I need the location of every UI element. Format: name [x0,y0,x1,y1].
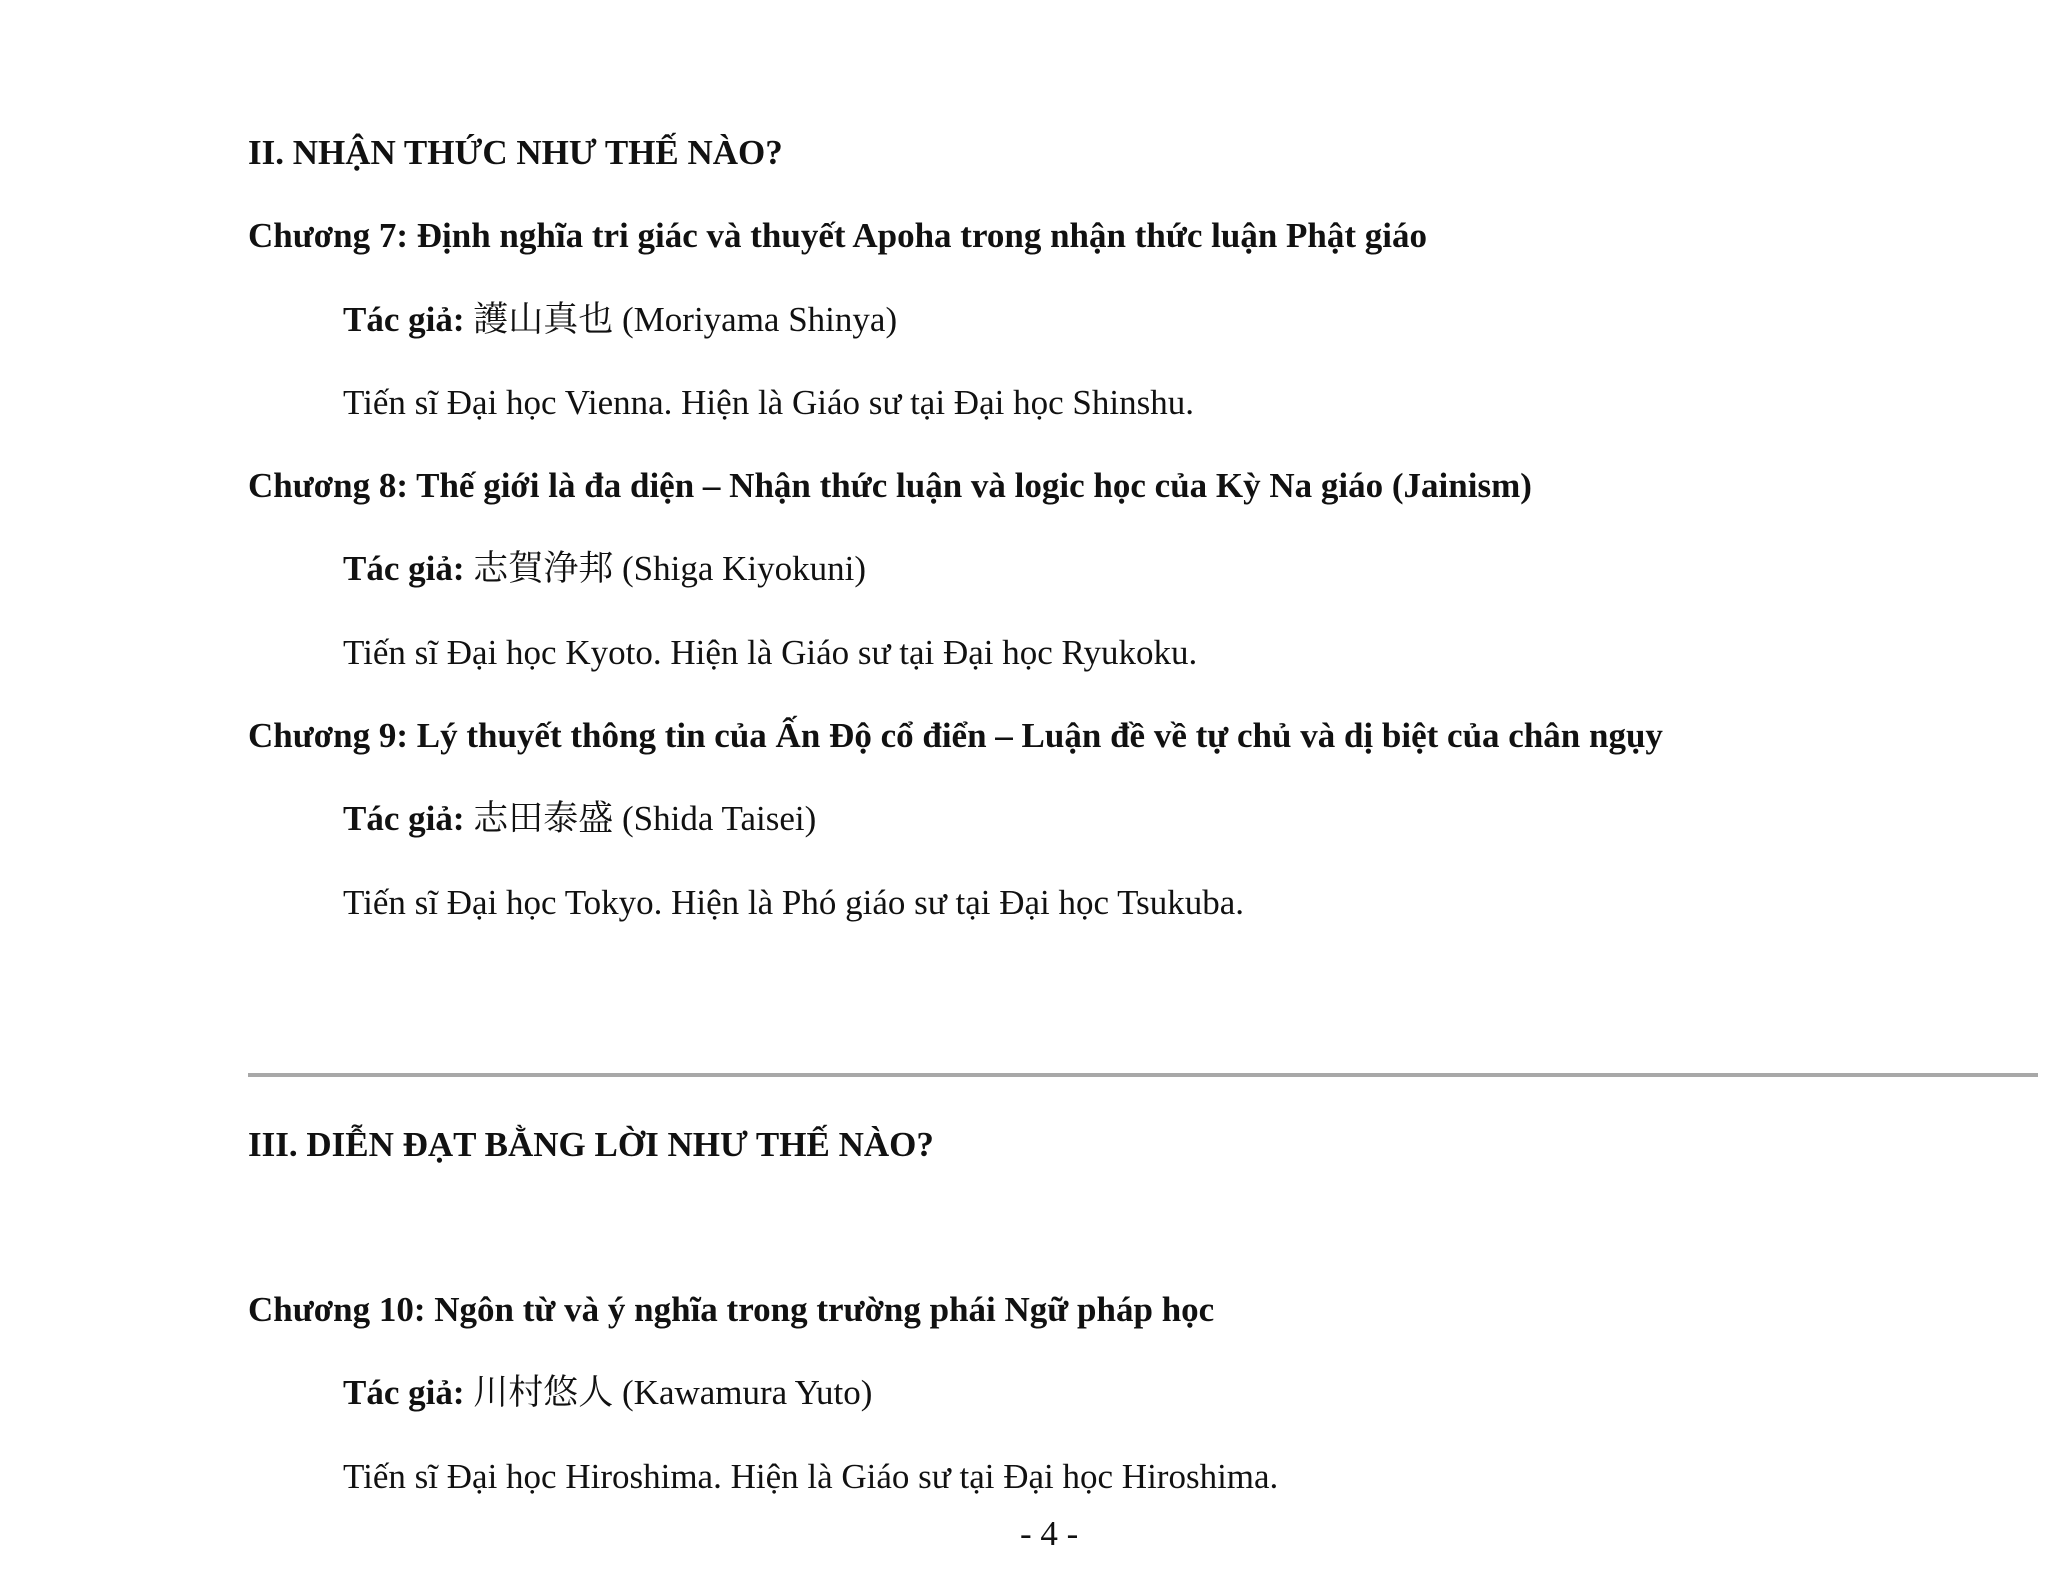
author-name: 志田泰盛 (Shida Taisei) [464,799,817,838]
author-name: 川村悠人 (Kawamura Yuto) [464,1373,873,1412]
chapter-8-author [343,551,866,586]
chapter-9-author-bio: Tiến sĩ Đại học Tokyo. Hiện là Phó giáo sư tại Đại học Tsukuba. [343,883,1244,922]
section-title-iii: III. DIỄN ĐẠT BẰNG LỜI NHƯ THẾ NÀO? [248,1125,934,1164]
chapter-7-author [343,302,897,337]
chapter-9-title: Chương 9: Lý thuyết thông tin của Ấn Độ cổ điển – Luận đề về tự chủ và dị biệt của chân ngụy [248,716,1663,755]
author-label: Tác giả: [343,549,465,588]
chapter-10-author [343,1375,872,1410]
chapter-8-author-bio: Tiến sĩ Đại học Kyoto. Hiện là Giáo sư tại Đại học Ryukoku. [343,633,1198,672]
author-label: Tác giả: [343,1373,465,1412]
chapter-7-author-bio: Tiến sĩ Đại học Vienna. Hiện là Giáo sư tại Đại học Shinshu. [343,383,1194,422]
page-number: - 4 - [1020,1514,1079,1553]
chapter-10-author-bio: Tiến sĩ Đại học Hiroshima. Hiện là Giáo sư tại Đại học Hiroshima. [343,1457,1279,1496]
chapter-9-author [343,801,816,836]
author-label: Tác giả: [343,300,465,339]
section-divider [248,1073,2038,1077]
author-name: 志賀浄邦 (Shiga Kiyokuni) [464,549,867,588]
author-label: Tác giả: [343,799,465,838]
author-name: 護山真也 (Moriyama Shinya) [464,300,898,339]
chapter-7-title: Chương 7: Định nghĩa tri giác và thuyết Apoha trong nhận thức luận Phật giáo [248,216,1428,255]
section-title-ii: II. NHẬN THỨC NHƯ THẾ NÀO? [248,133,783,172]
chapter-10-title: Chương 10: Ngôn từ và ý nghĩa trong trường phái Ngữ pháp học [248,1290,1215,1329]
chapter-8-title: Chương 8: Thế giới là đa diện – Nhận thức luận và logic học của Kỳ Na giáo (Jainism) [248,466,1532,505]
